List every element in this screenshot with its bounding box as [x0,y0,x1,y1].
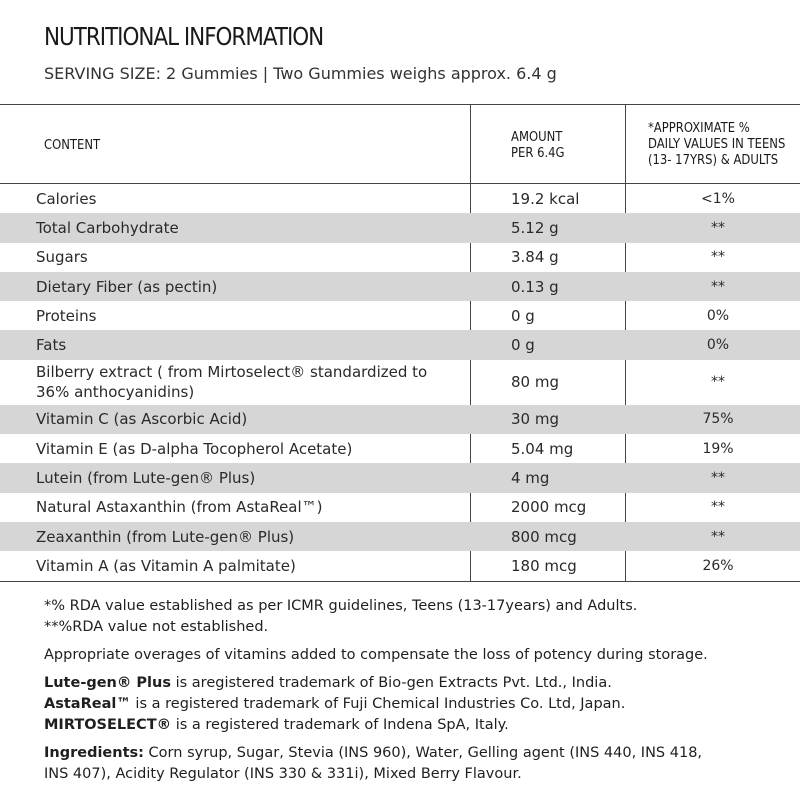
row-amount: 30 mg [511,410,559,429]
table-row [0,463,800,492]
row-name: Total Carbohydrate [36,218,179,237]
row-amount: 80 mg [511,373,559,392]
table-header [0,105,800,184]
page-title: NUTRITIONAL INFORMATION [44,22,324,51]
row-dv: <1% [701,190,735,207]
overages-note: Appropriate overages of vitamins added to compensate the loss of potency during storage. [44,647,708,663]
row-name: Bilberry extract ( from Mirtoselect® standardized to 36% anthocyanidins) [36,363,428,402]
row-name: Vitamin C (as Ascorbic Acid) [36,410,248,429]
table-row [0,330,800,359]
table-row [0,493,800,522]
row-name: Vitamin A (as Vitamin A palmitate) [36,556,296,575]
row-dv: ** [711,374,725,391]
row-dv: 75% [702,411,734,428]
row-amount: 0 g [511,336,535,355]
table-row [0,184,800,213]
row-name: Proteins [36,306,97,325]
footnotes [44,596,784,785]
row-name: Fats [36,336,67,355]
table-row [0,301,800,330]
row-name: Dietary Fiber (as pectin) [36,277,218,296]
table-row [0,243,800,272]
header-amount: AMOUNT PER 6.4G [511,129,565,161]
header-daily-value: *APPROXIMATE % DAILY VALUES IN TEENS (13- 17YRS) & ADULTS [648,120,786,168]
row-dv: 26% [702,557,734,574]
row-amount: 5.04 mg [511,439,574,458]
row-name: Calories [36,189,97,208]
table-row [0,551,800,580]
ingredients: Ingredients: Corn syrup, Sugar, Stevia (INS 960), Water, Gelling agent (INS 440, INS 418, [44,745,703,761]
row-dv: ** [711,528,725,545]
row-name: Sugars [36,248,88,267]
row-amount: 0 g [511,306,535,325]
rda-note: *% RDA value established as per ICMR guidelines, Teens (13-17years) and Adults. [44,598,638,614]
rda-not-established-note: **%RDA value not established. [44,619,269,635]
table-row [0,434,800,463]
row-dv: 19% [702,440,734,457]
nutrition-table [0,104,800,582]
trademark-astareal: AstaReal™ is a registered trademark of Fuji Chemical Industries Co. Ltd, Japan. [44,696,626,712]
row-amount: 4 mg [511,469,550,488]
row-dv: ** [711,278,725,295]
row-dv: ** [711,470,725,487]
table-row [0,360,800,405]
row-dv: ** [711,249,725,266]
row-dv: ** [711,499,725,516]
row-amount: 800 mcg [511,527,577,546]
header-content: CONTENT [44,137,101,153]
row-amount: 2000 mcg [511,498,587,517]
row-dv: 0% [706,307,730,324]
row-amount: 19.2 kcal [511,189,580,208]
trademark-lutegen: Lute-gen® Plus is aregistered trademark of Bio-gen Extracts Pvt. Ltd., India. [44,675,612,691]
row-amount: 0.13 g [511,277,559,296]
table-row [0,405,800,434]
row-name: Zeaxanthin (from Lute-gen® Plus) [36,527,295,546]
row-amount: 3.84 g [511,248,559,267]
row-name: Lutein (from Lute-gen® Plus) [36,469,256,488]
row-name: Vitamin E (as D-alpha Tocopherol Acetate) [36,439,353,458]
serving-size: SERVING SIZE: 2 Gummies | Two Gummies weighs approx. 6.4 g [44,64,557,83]
row-amount: 180 mcg [511,556,577,575]
table-row [0,213,800,242]
table-row [0,522,800,551]
table-row [0,272,800,301]
trademark-mirtoselect: MIRTOSELECT® is a registered trademark of Indena SpA, Italy. [44,717,509,733]
row-dv: ** [711,219,725,236]
row-dv: 0% [706,337,730,354]
row-name: Natural Astaxanthin (from AstaReal™) [36,498,323,517]
ingredients-continued: INS 407), Acidity Regulator (INS 330 & 331i), Mixed Berry Flavour. [44,766,522,782]
row-amount: 5.12 g [511,218,559,237]
